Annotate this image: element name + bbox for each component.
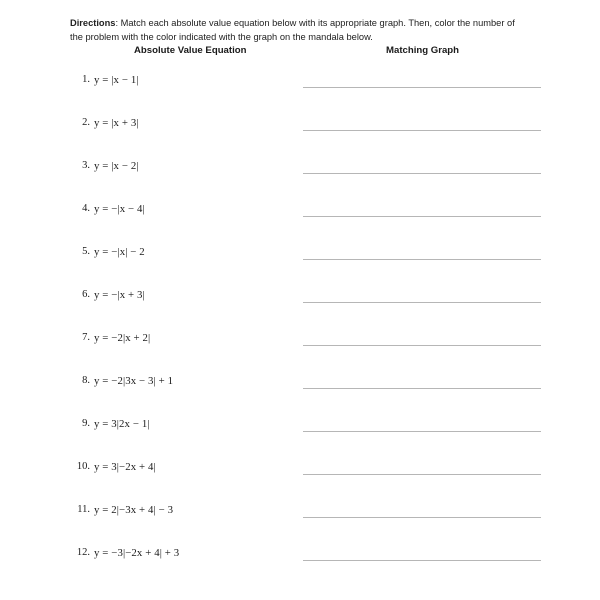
matching-graph-answer-line[interactable] [303,216,541,217]
problem-number: 11. [77,504,90,515]
problem-row [0,418,600,461]
problem-number: 5. [82,246,90,257]
column-header-equation: Absolute Value Equation [134,45,247,56]
matching-graph-answer-line[interactable] [303,388,541,389]
absolute-value-equation: y = 3|2x − 1| [94,418,150,430]
problem-number: 1. [82,74,90,85]
problem-row [0,203,600,246]
absolute-value-equation: y = |x + 3| [94,117,139,129]
problem-row [0,547,600,590]
matching-graph-answer-line[interactable] [303,173,541,174]
absolute-value-equation: y = −2|3x − 3| + 1 [94,375,174,387]
directions-label: Directions [70,18,116,29]
problem-row [0,117,600,160]
problem-row [0,246,600,289]
problem-row [0,160,600,203]
absolute-value-equation: y = 3|−2x + 4| [94,461,156,473]
absolute-value-equation: y = −|x| − 2 [94,246,145,258]
column-header-matching-graph: Matching Graph [386,45,460,56]
problem-number: 2. [82,117,90,128]
absolute-value-equation: y = |x − 2| [94,160,139,172]
absolute-value-equation: y = −|x + 3| [94,289,145,301]
matching-graph-answer-line[interactable] [303,259,541,260]
problem-row [0,74,600,117]
absolute-value-equation: y = −3|−2x + 4| + 3 [94,547,180,559]
problem-number: 3. [82,160,90,171]
problem-row [0,289,600,332]
matching-graph-answer-line[interactable] [303,431,541,432]
problem-row [0,332,600,375]
matching-graph-answer-line[interactable] [303,87,541,88]
matching-graph-answer-line[interactable] [303,560,541,561]
problem-number: 6. [82,289,90,300]
matching-graph-answer-line[interactable] [303,302,541,303]
absolute-value-equation: y = 2|−3x + 4| − 3 [94,504,174,516]
matching-graph-answer-line[interactable] [303,130,541,131]
directions-body: : Match each absolute value equation below with its appropriate graph. Then, color the number of the problem with the color indicated with the graph on the mandala below. [70,18,515,42]
absolute-value-equation: y = −|x − 4| [94,203,145,215]
problem-number: 4. [82,203,90,214]
problem-number: 7. [82,332,90,343]
matching-graph-answer-line[interactable] [303,345,541,346]
directions-paragraph [70,17,530,44]
problem-list [0,74,600,590]
problem-number: 12. [76,547,90,558]
problem-row [0,461,600,504]
problem-number: 9. [82,418,90,429]
matching-graph-answer-line[interactable] [303,517,541,518]
problem-number: 10. [76,461,90,472]
problem-row [0,504,600,547]
absolute-value-equation: y = −2|x + 2| [94,332,151,344]
matching-graph-answer-line[interactable] [303,474,541,475]
problem-number: 8. [82,375,90,386]
absolute-value-equation: y = |x − 1| [94,74,139,86]
problem-row [0,375,600,418]
